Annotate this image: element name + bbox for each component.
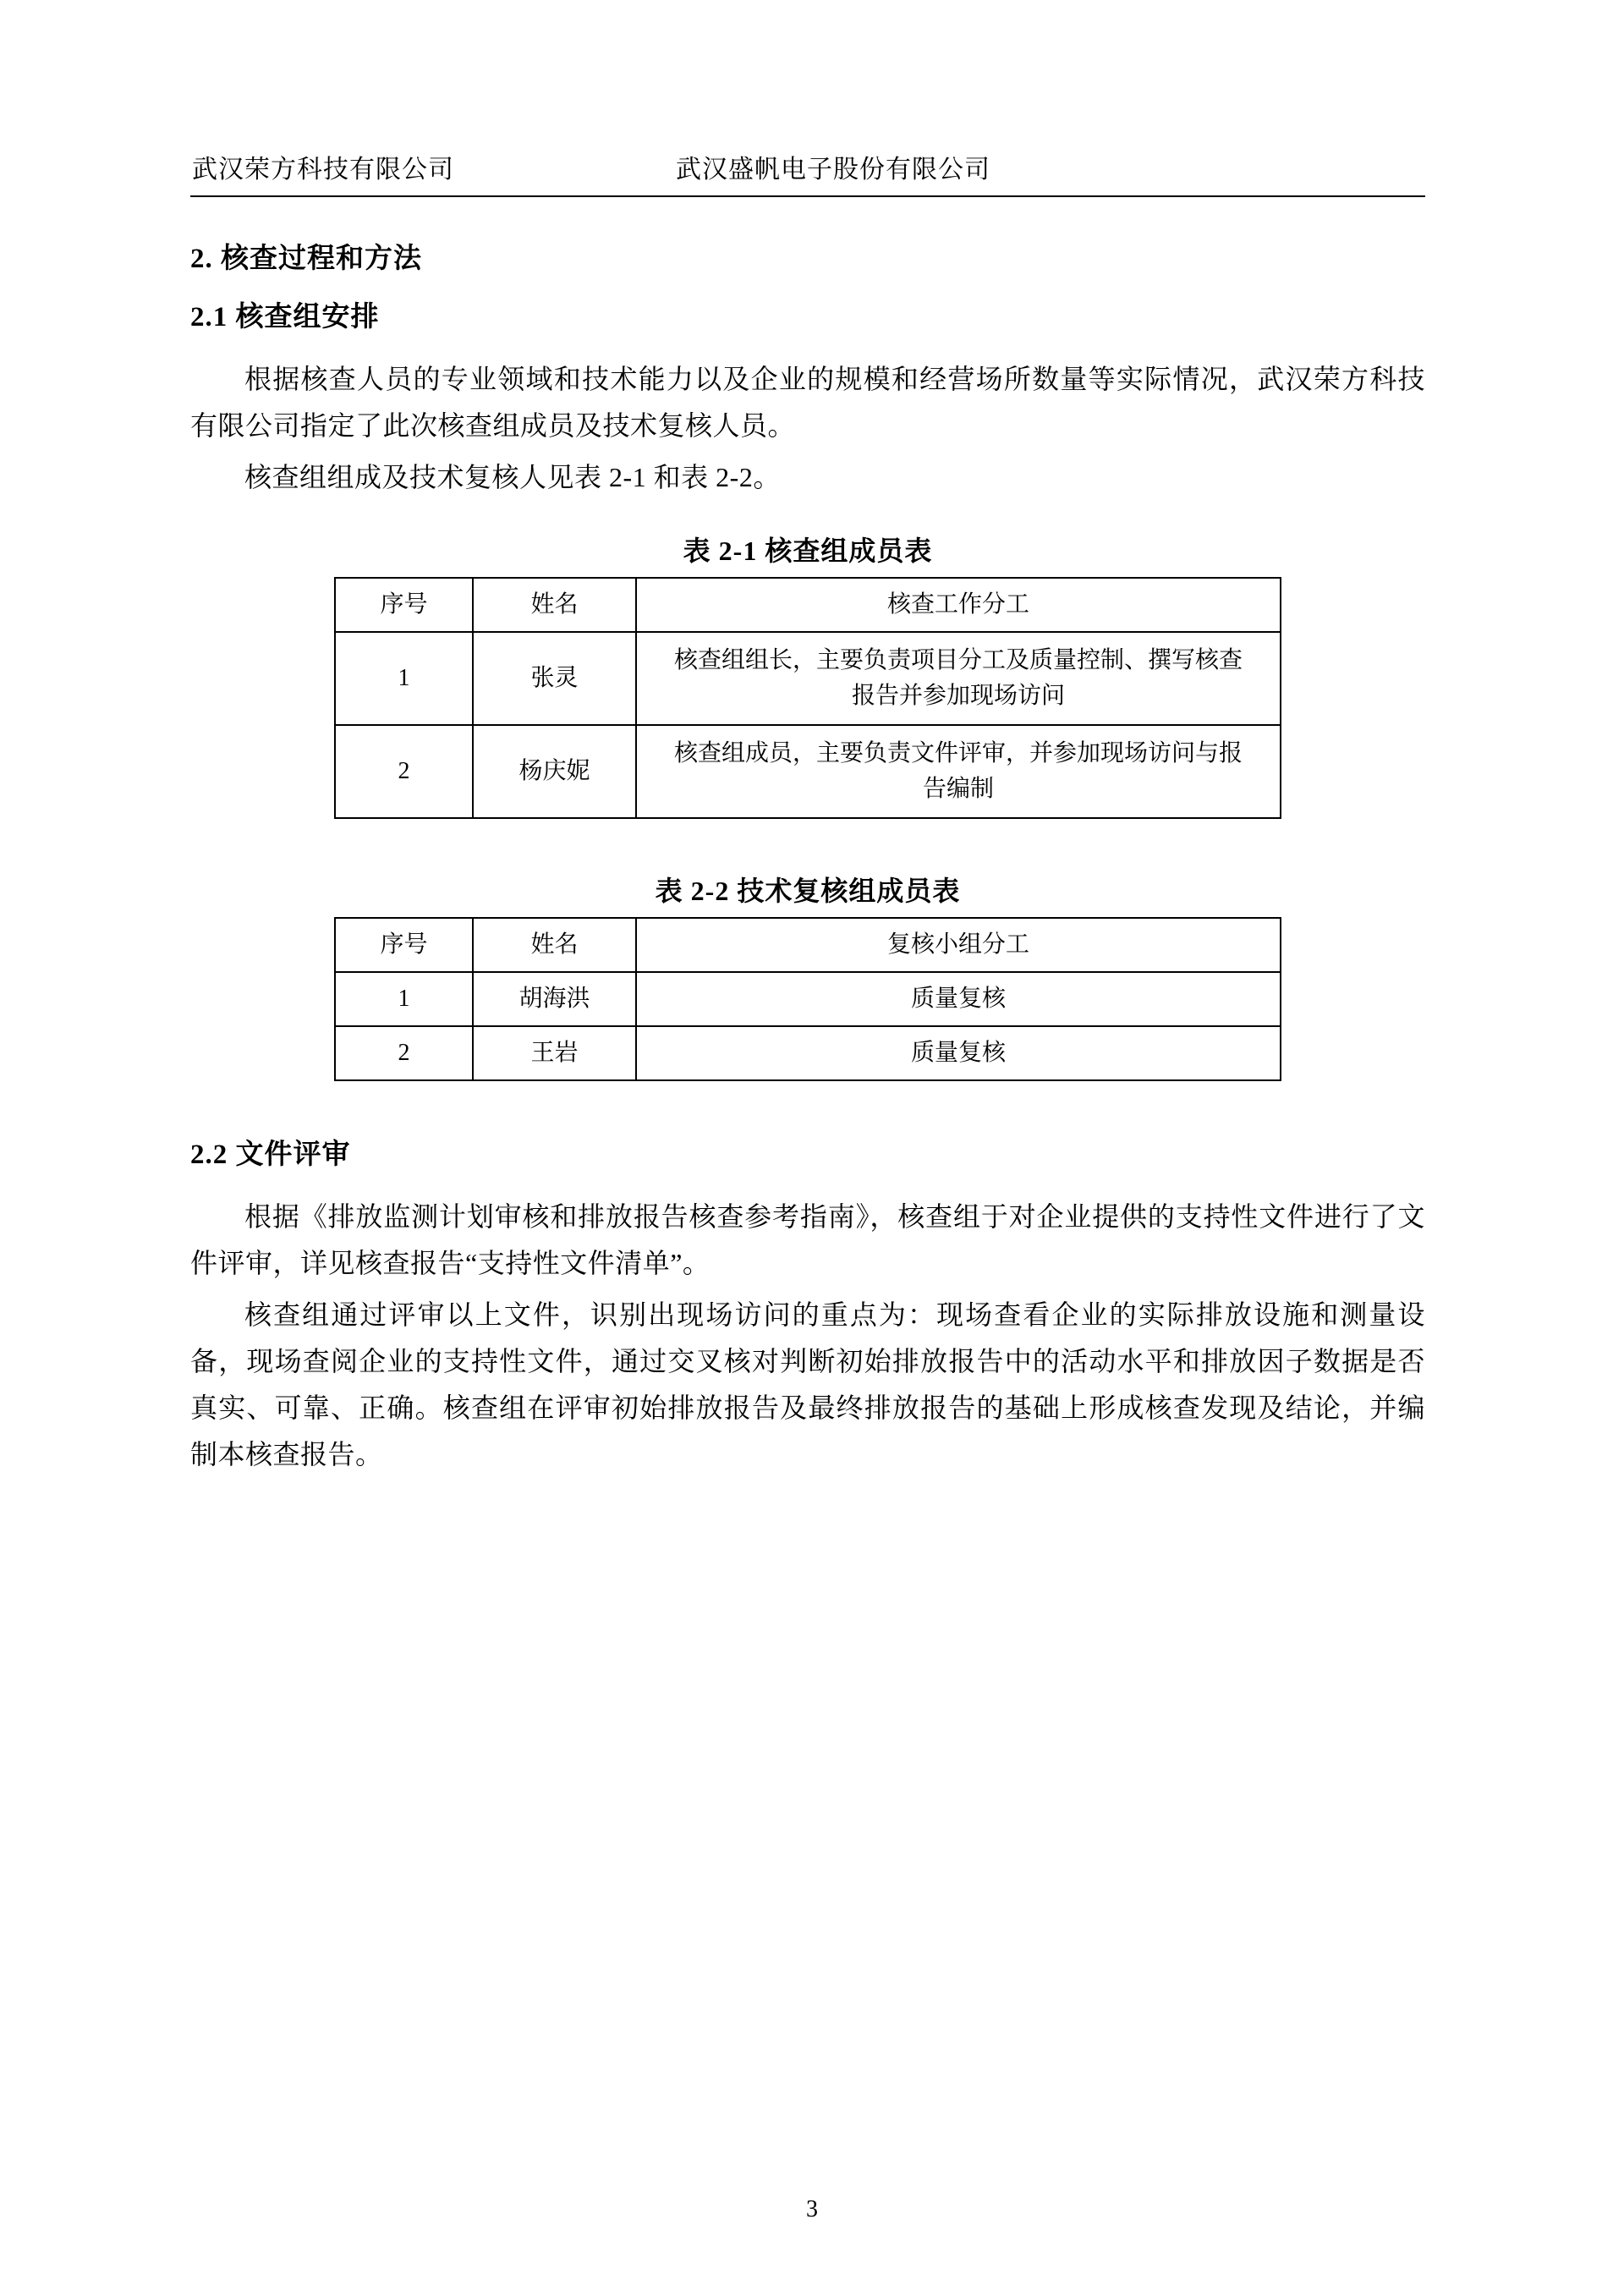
table-2-2-row-1-no: 2 (335, 1026, 473, 1080)
table-2-2-header-duty: 复核小组分工 (636, 918, 1281, 972)
table-header-row (335, 578, 1281, 632)
table-2-1-header-name: 姓名 (473, 578, 636, 632)
table-row (335, 972, 1281, 1026)
header-right-company: 武汉盛帆电子股份有限公司 (676, 156, 990, 184)
section-2-2-paragraph-2: 核查组通过评审以上文件，识别出现场访问的重点为：现场查看企业的实际排放设施和测量设备，现场查阅企业的支持性文件，通过交叉核对判断初始排放报告中的活动水平和排放因子数据是否真实、可靠、正确。核查组在评审初始排放报告及最终排放报告的基础上形成核查发现及结论，并编制本核查报告。 (190, 1299, 1425, 1470)
page-header (190, 148, 1425, 197)
table-2-1-row-1-duty: 核查组成员，主要负责文件评审，并参加现场访问与报告编制 (636, 725, 1281, 818)
section-2-1-title: 2.1 核查组安排 (190, 302, 380, 332)
table-row (335, 725, 1281, 818)
section-2-2-title: 2.2 文件评审 (190, 1140, 351, 1171)
table-2-1-row-0-duty: 核查组组长，主要负责项目分工及质量控制、撰写核查报告并参加现场访问 (636, 632, 1281, 725)
section-2-1-paragraph-1: 根据核查人员的专业领域和技术能力以及企业的规模和经营场所数量等实际情况，武汉荣方科技有限公司指定了此次核查组成员及技术复核人员。 (190, 364, 1425, 442)
table-2-1-row-1-no: 2 (335, 725, 473, 818)
table-2-2-header-no: 序号 (335, 918, 473, 972)
table-2-2-row-0-no: 1 (335, 972, 473, 1026)
table-2-1 (334, 577, 1281, 819)
table-2-1-header-no: 序号 (335, 578, 473, 632)
table-2-2-row-0-duty: 质量复核 (636, 972, 1281, 1026)
table-2-2-caption: 表 2-2 技术复核组成员表 (655, 876, 961, 907)
table-2-1-row-1-name: 杨庆妮 (473, 725, 636, 818)
table-2-1-row-0-no: 1 (335, 632, 473, 725)
table-header-row (335, 918, 1281, 972)
table-row (335, 632, 1281, 725)
page-number: 3 (806, 2196, 818, 2222)
table-2-2-row-0-name: 胡海洪 (473, 972, 636, 1026)
header-left-company: 武汉荣方科技有限公司 (192, 156, 454, 184)
section-2-1-paragraph-2: 核查组组成及技术复核人见表 2-1 和表 2-2。 (244, 462, 781, 493)
table-row (335, 1026, 1281, 1080)
table-2-2 (334, 917, 1281, 1081)
table-2-1-row-0-name: 张灵 (473, 632, 636, 725)
table-2-2-row-1-duty: 质量复核 (636, 1026, 1281, 1080)
section-2-2-paragraph-1: 根据《排放监测计划审核和排放报告核查参考指南》，核查组于对企业提供的支持性文件进行了文件评审，详见核查报告“支持性文件清单”。 (190, 1201, 1425, 1279)
section-2-title: 2. 核查过程和方法 (190, 244, 422, 274)
table-2-2-header-name: 姓名 (473, 918, 636, 972)
table-2-2-row-1-name: 王岩 (473, 1026, 636, 1080)
table-2-1-header-duty: 核查工作分工 (636, 578, 1281, 632)
table-2-1-caption: 表 2-1 核查组成员表 (683, 536, 933, 567)
section-spacer (190, 1081, 1425, 1132)
